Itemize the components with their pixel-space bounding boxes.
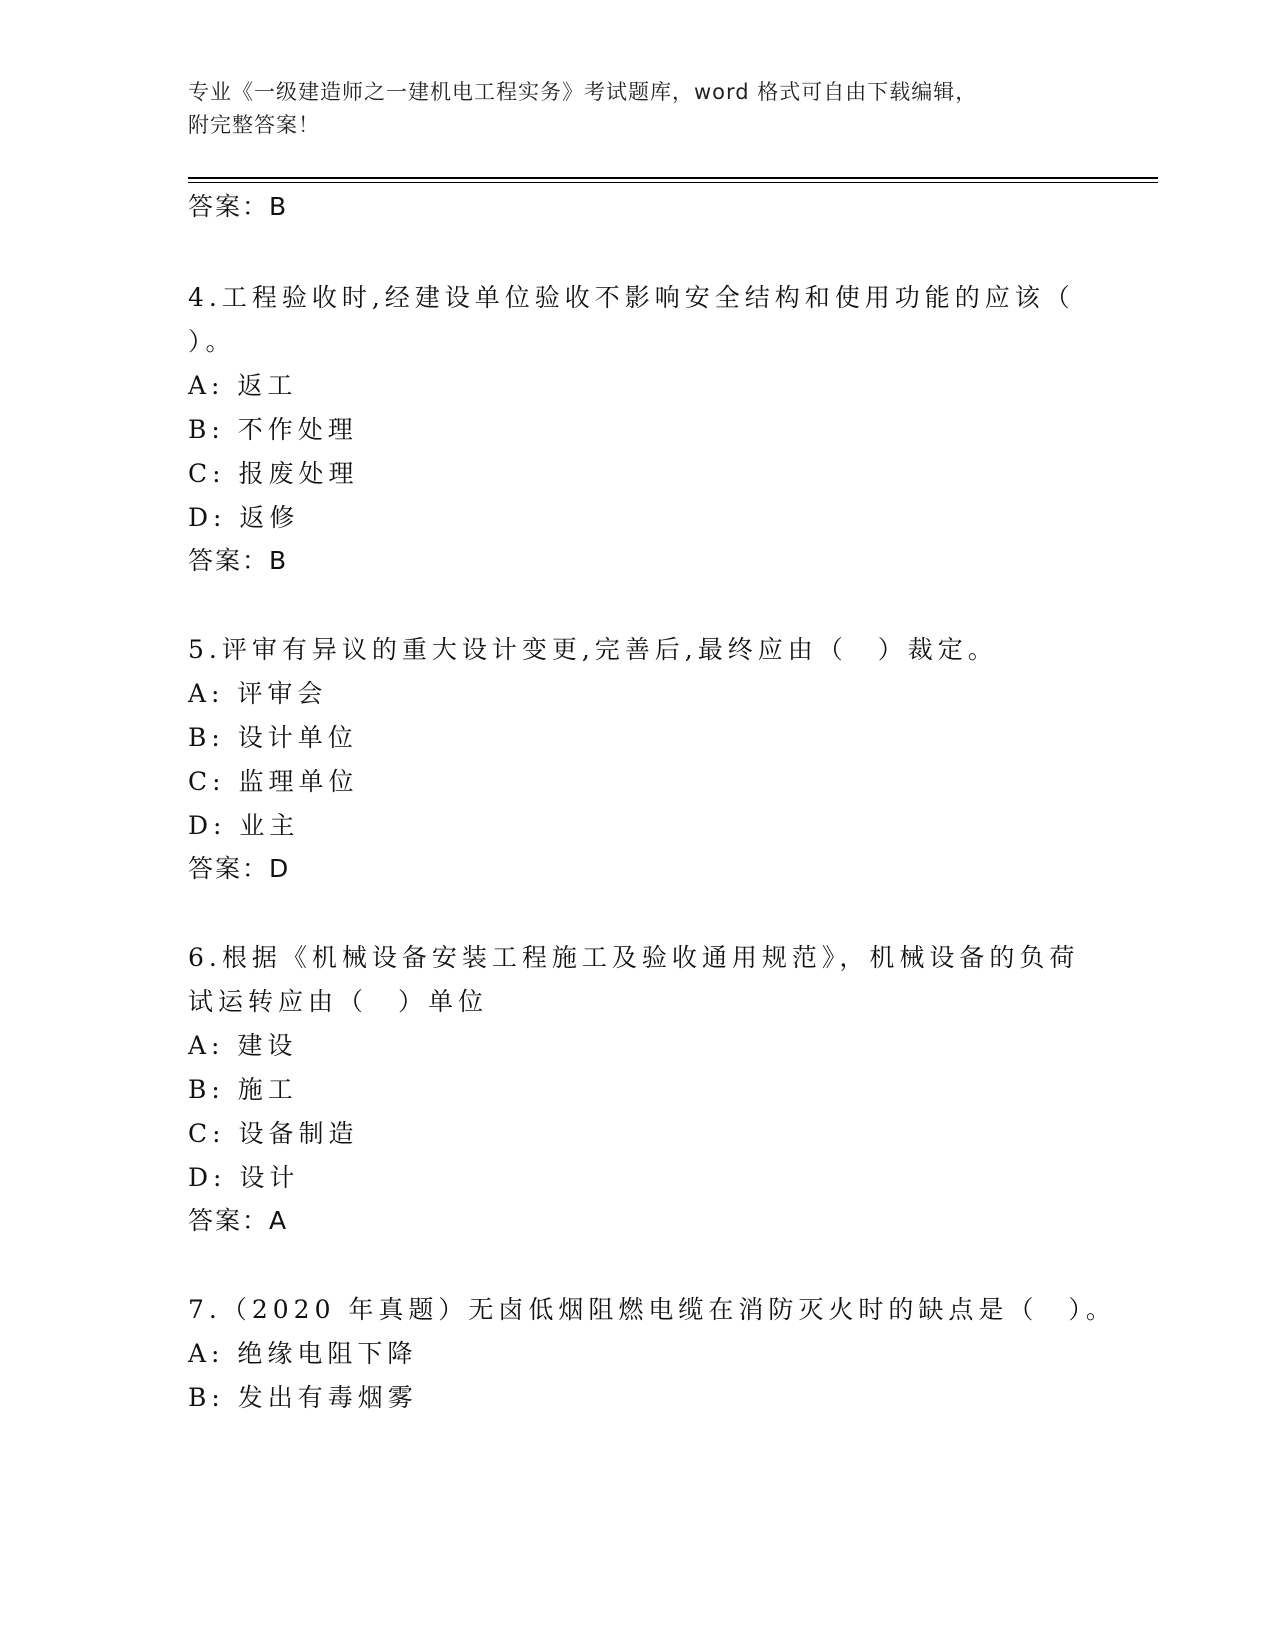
header-line-2: 附完整答案！ [188,113,320,137]
question-6-stem-line-2: 试运转应由（ ）单位 [188,987,489,1016]
question-5-option-c: C: 监理单位 [188,767,359,796]
question-4-stem-line-2: ）。 [188,327,236,356]
question-7-option-a: A: 绝缘电阻下降 [188,1339,418,1368]
question-6-answer: 答案：A [188,1206,289,1235]
question-4-answer: 答案：B [188,546,289,575]
question-6-option-c: C: 设备制造 [188,1119,359,1148]
question-5-option-b: B: 设计单位 [188,723,358,752]
question-7-option-b: B: 发出有毒烟雾 [188,1383,418,1412]
question-5-answer: 答案：D [188,854,291,883]
question-6-stem-line-1: 6.根据《机械设备安装工程施工及验收通用规范》，机械设备的负荷 [188,943,1080,972]
question-4-option-d: D: 返修 [188,503,300,532]
answer-prev: 答案：B [188,192,289,221]
question-5-option-a: A: 评审会 [188,679,328,708]
document-header [188,76,1068,142]
question-5-stem-line-1: 5.评审有异议的重大设计变更,完善后,最终应由（ ）裁定。 [188,635,998,664]
question-4-option-b: B: 不作处理 [188,415,358,444]
header-divider-thin [188,182,1158,183]
question-5-option-d: D: 业主 [188,811,300,840]
header-divider-thick [188,177,1158,179]
question-6-option-d: D: 设计 [188,1163,300,1192]
question-4-option-c: C: 报废处理 [188,459,359,488]
question-6-option-b: B: 施工 [188,1075,298,1104]
question-4-stem-line-1: 4.工程验收时,经建设单位验收不影响安全结构和使用功能的应该（ [188,283,1075,312]
header-line-1: 专业《一级建造师之一建机电工程实务》考试题库，word 格式可自由下载编辑， [188,80,978,104]
question-7-stem-line-1: 7.（2020 年真题）无卤低烟阻燃电缆在消防灭火时的缺点是（ ）。 [188,1295,1116,1324]
question-4-option-a: A: 返工 [188,371,298,400]
question-6-option-a: A: 建设 [188,1031,298,1060]
